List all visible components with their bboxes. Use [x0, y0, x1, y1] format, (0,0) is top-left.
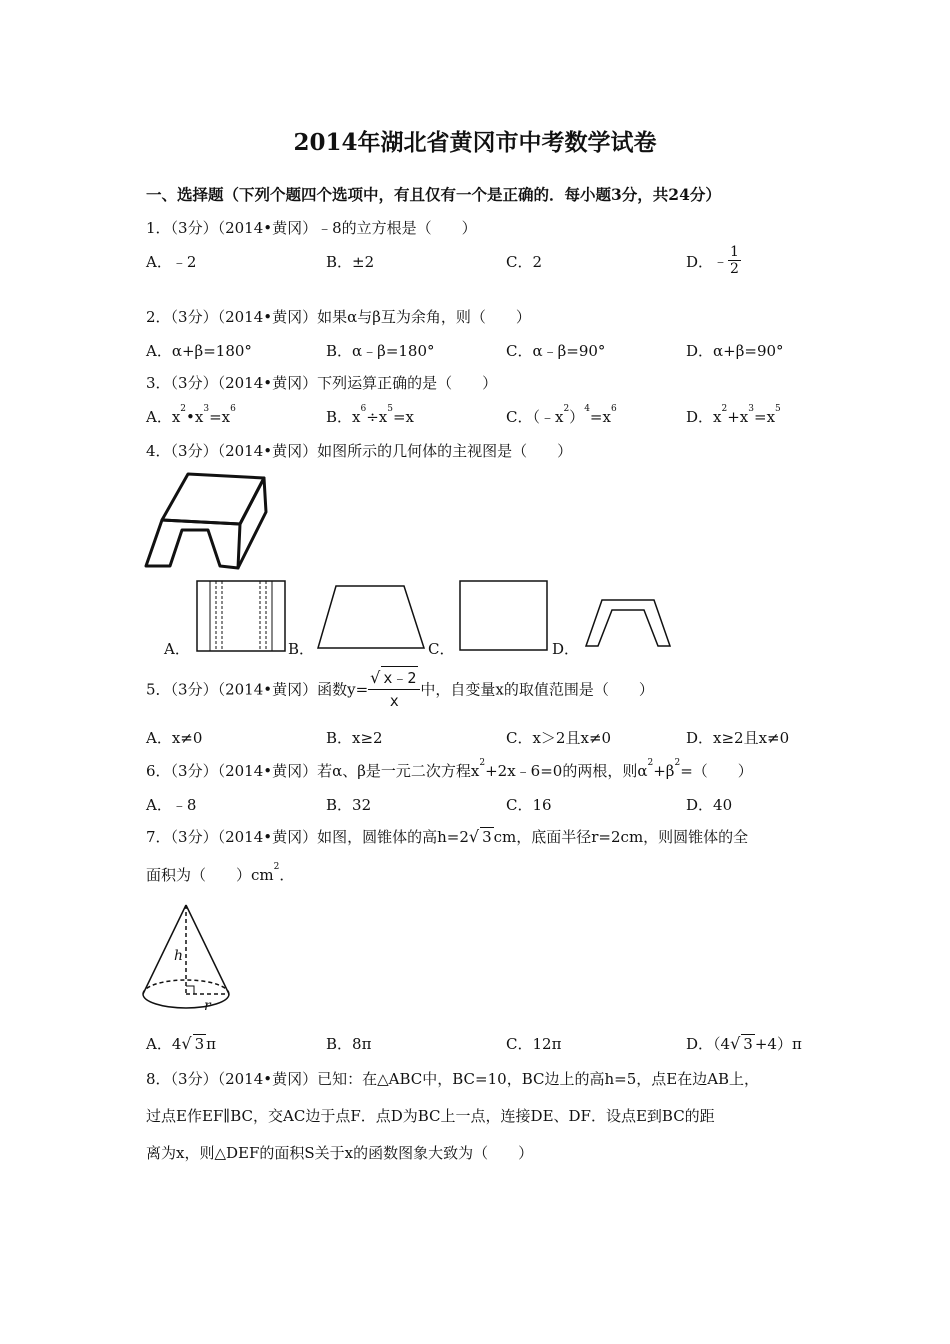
- q4-option-a-label: A．: [164, 640, 190, 658]
- q1-option-a: A．﹣2: [146, 253, 197, 271]
- q4-option-c-figure: [459, 580, 549, 652]
- page-title: 2014年湖北省黄冈市中考数学试卷: [293, 129, 657, 156]
- q7-stem-line1: 7．（3分）（2014•黄冈）如图，圆锥体的高h=2√ 3 cm，底面半径r=2cm，则圆锥体的全: [146, 827, 749, 846]
- q6-option-d: D．40: [686, 796, 733, 814]
- q5-option-a: A．x≠0: [146, 729, 203, 747]
- q4-option-a-figure: [196, 580, 286, 652]
- q2-option-c: C．α﹣β=90°: [506, 342, 606, 360]
- q2-stem: 2．（3分）（2014•黄冈）如果α与β互为余角，则（ ）: [146, 308, 531, 326]
- q3-option-a: A．$x^2•x^3=x^6$: [146, 404, 236, 426]
- q7-option-a: A．4√ 3 π: [146, 1034, 216, 1053]
- q6-option-b: B．32: [326, 796, 372, 814]
- q1-stem: 1．（3分）（2014•黄冈）﹣8的立方根是（ ）: [146, 219, 477, 237]
- q1-option-c: C．2: [506, 253, 543, 271]
- section-heading: 一、选择题（下列个题四个选项中，有且仅有一个是正确的．每小题3分，共24分）: [146, 185, 721, 204]
- q3-option-b: B．$x^6\div x^5=x$: [326, 404, 415, 426]
- q4-option-d-figure: [582, 596, 672, 650]
- q7-option-d: D．（4√ 3 +4）π: [686, 1034, 802, 1053]
- q8-stem-line2: 过点E作EF∥BC，交AC边于点F．点D为BC上一点，连接DE、DF．设点E到BC的距: [146, 1107, 715, 1125]
- q4-option-c-label: C．: [428, 640, 455, 658]
- q6-option-c: C．16: [506, 796, 552, 814]
- q5-stem: 5．（3分）（2014•黄冈）函数y= $\frac{√ x﹣2}{x}$ 中，自变量x的取值范围是（ ）: [146, 668, 654, 710]
- q5-option-b: B．x≥2: [326, 729, 383, 747]
- q5-option-c: C．x＞2且x≠0: [506, 729, 612, 747]
- q6-option-a: A．﹣8: [146, 796, 197, 814]
- q7-option-c: C．12π: [506, 1035, 562, 1053]
- q7-stem-line2: 面积为（ ）$cm^2$．: [146, 862, 295, 884]
- q6-stem: 6．（3分）（2014•黄冈）若α、β是一元二次方程$x^2+2x﹣6=0$的两根，则$\alpha^2+\beta^2=$（ ）: [146, 758, 753, 780]
- q4-option-d-label: D．: [552, 640, 580, 658]
- q4-stem: 4．（3分）（2014•黄冈）如图所示的几何体的主视图是（ ）: [146, 442, 573, 460]
- q7-option-b: B．8π: [326, 1035, 372, 1053]
- q4-option-b-figure: [316, 584, 426, 650]
- q2-option-a: A．α+β=180°: [146, 342, 252, 360]
- q1-option-d: D．﹣ $\frac{1}{2}$: [686, 244, 739, 277]
- q5-option-d: D．x≥2且x≠0: [686, 729, 790, 747]
- q8-stem-line3: 离为x，则△DEF的面积S关于x的函数图象大致为（ ）: [146, 1144, 534, 1162]
- q3-option-d: D．$x^2+x^3=x^5$: [686, 404, 781, 426]
- q2-option-b: B．α﹣β=180°: [326, 342, 435, 360]
- q3-stem: 3．（3分）（2014•黄冈）下列运算正确的是（ ）: [146, 374, 498, 392]
- q7-cone-figure: [138, 902, 234, 1014]
- q4-option-b-label: B．: [288, 640, 315, 658]
- q7-label-h: h: [174, 948, 184, 964]
- q4-solid-figure: [140, 468, 272, 572]
- q7-label-r: r: [204, 998, 211, 1014]
- q1-option-b: B．±2: [326, 253, 375, 271]
- q8-stem-line1: 8．（3分）（2014•黄冈）已知：在△ABC中，BC=10，BC边上的高h=5，点E在边AB上，: [146, 1070, 760, 1088]
- q3-option-c: C．$(﹣x^2)^4=x^6$: [506, 404, 617, 426]
- q2-option-d: D．α+β=90°: [686, 342, 784, 360]
